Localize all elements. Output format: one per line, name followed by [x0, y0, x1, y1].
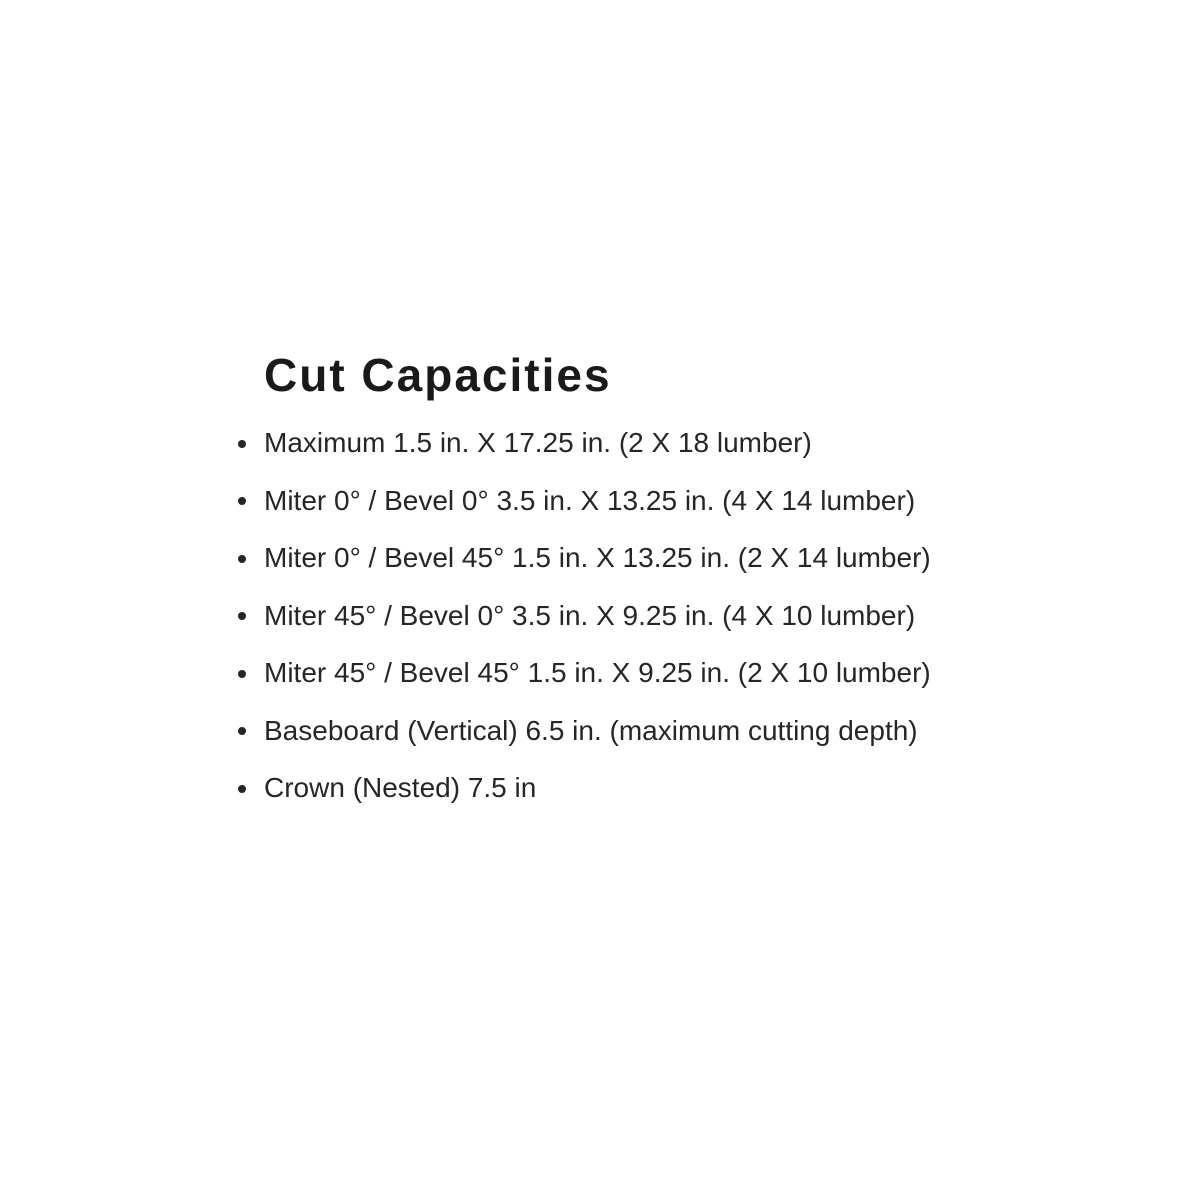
list-item — [230, 759, 990, 817]
bullet-icon — [238, 497, 246, 505]
list-item-text: Miter 0° / Bevel 0° 3.5 in. X 13.25 in. (4 X 14 lumber) — [264, 484, 916, 516]
list-item-text: Miter 45° / Bevel 45° 1.5 in. X 9.25 in. (2 X 10 lumber) — [264, 657, 931, 688]
list-item-text: Miter 0° / Bevel 45° 1.5 in. X 13.25 in. (2 X 14 lumber) — [264, 542, 931, 573]
list-item — [230, 587, 990, 645]
bullet-icon — [238, 440, 246, 448]
list-item — [230, 472, 990, 530]
list-item — [230, 644, 990, 702]
list-item — [230, 414, 990, 472]
list-item — [230, 702, 990, 760]
section-title: Cut Capacities — [264, 349, 612, 401]
list-item-text: Baseboard (Vertical) 6.5 in. (maximum cutting depth) — [264, 714, 918, 746]
bullet-icon — [238, 785, 246, 793]
capacity-list — [230, 414, 990, 817]
list-item-text: Miter 45° / Bevel 0° 3.5 in. X 9.25 in. (4 X 10 lumber) — [264, 599, 916, 631]
bullet-icon — [238, 727, 246, 735]
bullet-icon — [238, 612, 246, 620]
bullet-icon — [238, 670, 246, 678]
bullet-icon — [238, 555, 246, 563]
list-item-text: Crown (Nested) 7.5 in — [264, 772, 537, 803]
list-item — [230, 529, 990, 587]
list-item-text: Maximum 1.5 in. X 17.25 in. (2 X 18 lumber) — [264, 427, 812, 458]
cut-capacities-section — [230, 346, 990, 817]
